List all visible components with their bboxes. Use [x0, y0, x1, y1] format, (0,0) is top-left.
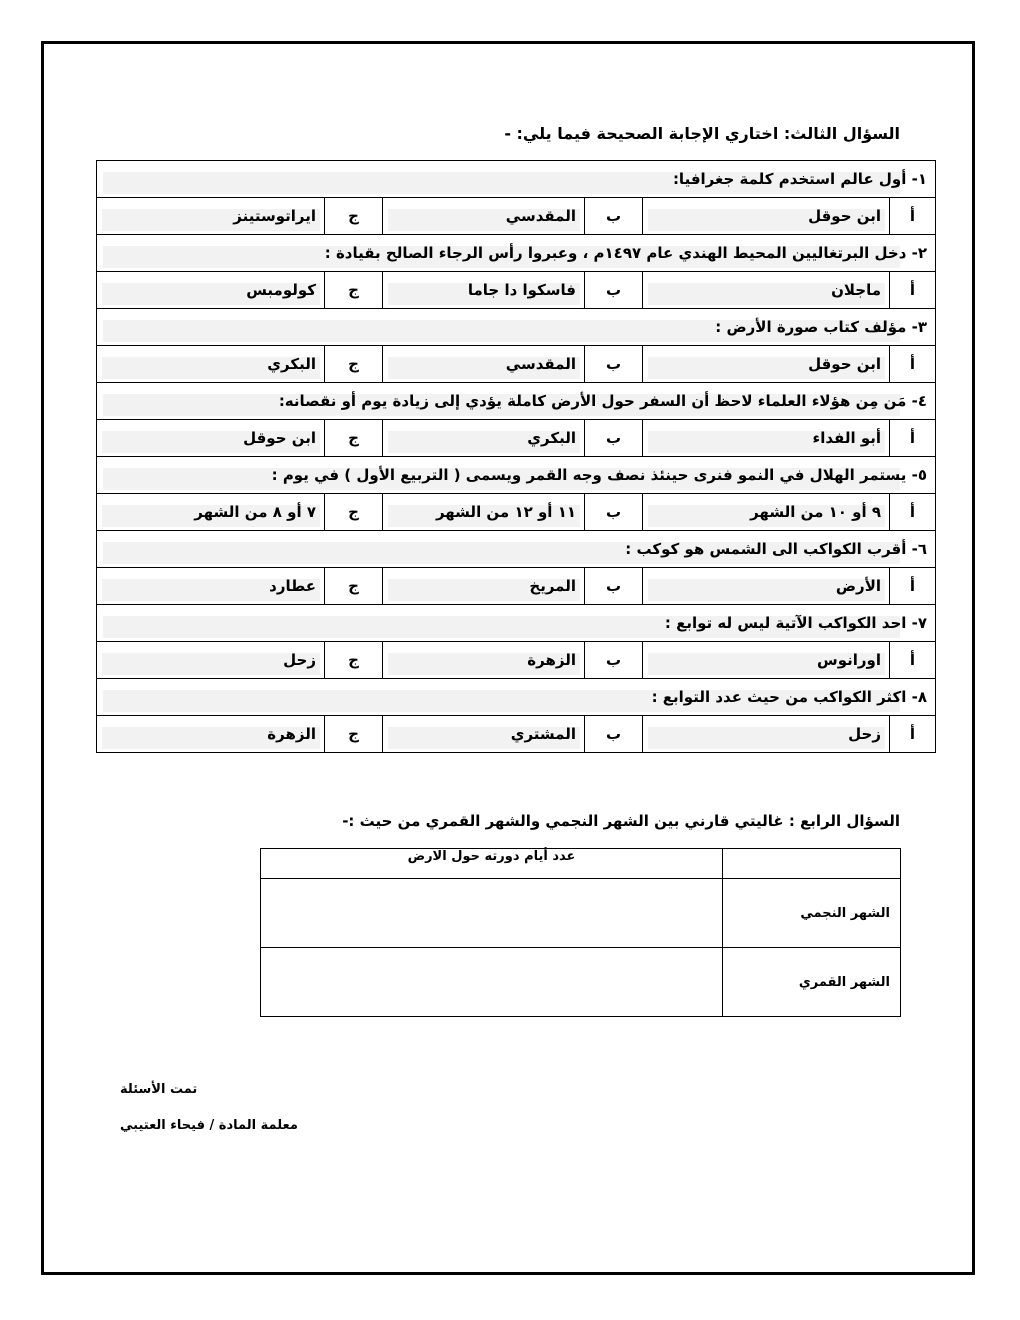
question-text-cell	[97, 605, 936, 642]
option-letter: أ	[890, 420, 936, 457]
option-letter: ج	[325, 494, 383, 531]
option-text: زحل	[283, 651, 316, 669]
option-choice[interactable]	[383, 272, 585, 309]
option-text: المشتري	[510, 725, 576, 743]
comparison-answer-cell-1[interactable]	[261, 879, 723, 948]
option-letter: ب	[585, 346, 643, 383]
option-text: ابن حوقل	[808, 207, 881, 225]
mcq-table	[96, 160, 936, 753]
question-text-cell	[97, 161, 936, 198]
option-choice[interactable]	[383, 346, 585, 383]
option-choice[interactable]	[643, 716, 890, 753]
option-letter: ج	[325, 642, 383, 679]
option-letter: ج	[325, 420, 383, 457]
option-letter: أ	[890, 272, 936, 309]
question-row	[97, 235, 936, 272]
option-text: الزهرة	[527, 651, 576, 669]
option-text: المريخ	[529, 577, 576, 595]
question-text-cell	[97, 531, 936, 568]
option-text: ابن حوقل	[243, 429, 316, 447]
options-row	[97, 568, 936, 605]
option-choice[interactable]	[383, 494, 585, 531]
question-text-cell	[97, 309, 936, 346]
comparison-answer-cell-2[interactable]	[261, 948, 723, 1017]
option-choice[interactable]	[643, 642, 890, 679]
option-letter: ب	[585, 642, 643, 679]
question-text-cell	[97, 235, 936, 272]
option-letter: أ	[890, 642, 936, 679]
option-letter: ب	[585, 568, 643, 605]
question-text-cell	[97, 383, 936, 420]
question-row	[97, 605, 936, 642]
option-text: الزهرة	[267, 725, 316, 743]
option-choice[interactable]	[97, 716, 325, 753]
option-text: ماجلان	[831, 281, 881, 299]
option-text: أبو الفداء	[812, 429, 881, 447]
option-text: فاسكوا دا جاما	[467, 281, 576, 299]
question-text: ٥- يستمر الهلال في النمو فنرى حينئذ نصف وجه القمر ويسمى ( التربيع الأول ) في يوم :	[271, 466, 927, 484]
option-letter: أ	[890, 346, 936, 383]
option-choice[interactable]	[97, 420, 325, 457]
option-letter: ج	[325, 272, 383, 309]
option-letter: ج	[325, 716, 383, 753]
option-letter: ب	[585, 494, 643, 531]
option-text: زحل	[848, 725, 881, 743]
option-letter: ب	[585, 272, 643, 309]
option-text: كولومبس	[246, 281, 316, 299]
option-text: ابن حوقل	[808, 355, 881, 373]
option-choice[interactable]	[643, 198, 890, 235]
option-choice[interactable]	[97, 272, 325, 309]
question-text: ٧- احد الكواكب الآتية ليس له توابع :	[664, 614, 927, 632]
option-choice[interactable]	[383, 420, 585, 457]
option-text: الأرض	[835, 577, 881, 595]
option-letter: أ	[890, 568, 936, 605]
options-row	[97, 346, 936, 383]
option-choice[interactable]	[97, 346, 325, 383]
question-text-cell	[97, 679, 936, 716]
option-letter: ب	[585, 420, 643, 457]
option-letter: أ	[890, 494, 936, 531]
option-choice[interactable]	[97, 642, 325, 679]
option-text: ٩ أو ١٠ من الشهر	[750, 503, 881, 521]
comparison-table	[260, 848, 901, 1017]
options-row	[97, 642, 936, 679]
question-row	[97, 531, 936, 568]
option-letter: أ	[890, 716, 936, 753]
option-text: البكري	[267, 355, 316, 373]
question-text: ٣- مؤلف كتاب صورة الأرض :	[715, 318, 927, 336]
option-choice[interactable]	[383, 716, 585, 753]
options-row	[97, 198, 936, 235]
option-choice[interactable]	[643, 568, 890, 605]
option-choice[interactable]	[643, 420, 890, 457]
option-text: اورانوس	[817, 651, 881, 669]
question-3-title: السؤال الثالث: اختاري الإجابة الصحيحة فيما يلي: -	[504, 124, 900, 143]
option-letter: ج	[325, 346, 383, 383]
comparison-row-label-2: الشهر القمري	[723, 948, 901, 1017]
question-text: ٦- أقرب الكواكب الى الشمس هو كوكب :	[625, 540, 927, 558]
options-row	[97, 494, 936, 531]
question-text: ٤- مَن مِن هؤلاء العلماء لاحظ أن السفر حول الأرض كاملة يؤدي إلى زيادة يوم أو نقصانه:	[278, 392, 927, 410]
question-text: ١- أول عالم استخدم كلمة جغرافيا:	[672, 170, 927, 188]
end-of-questions: تمت الأسئلة	[120, 1082, 198, 1097]
question-row	[97, 309, 936, 346]
option-text: المقدسي	[505, 355, 576, 373]
option-text: ١١ أو ١٢ من الشهر	[435, 503, 576, 521]
option-choice[interactable]	[643, 346, 890, 383]
question-text: ٢- دخل البرتغاليين المحيط الهندي عام ١٤٩٧م ، وعبروا رأس الرجاء الصالح بقيادة :	[324, 244, 927, 262]
option-letter: أ	[890, 198, 936, 235]
comparison-corner-cell	[723, 849, 901, 879]
question-row	[97, 161, 936, 198]
options-row	[97, 716, 936, 753]
comparison-header: عدد أيام دورته حول الارض	[261, 849, 723, 879]
option-letter: ج	[325, 568, 383, 605]
option-text: عطارد	[269, 577, 316, 595]
option-choice[interactable]	[643, 494, 890, 531]
teacher-name: معلمة المادة / فيحاء العتيبي	[120, 1118, 298, 1133]
option-letter: ب	[585, 198, 643, 235]
option-choice[interactable]	[383, 642, 585, 679]
option-text: المقدسي	[505, 207, 576, 225]
question-row	[97, 457, 936, 494]
question-text-cell	[97, 457, 936, 494]
option-text: ايراتوستينز	[233, 207, 316, 225]
option-choice[interactable]	[97, 494, 325, 531]
option-text: ٧ أو ٨ من الشهر	[194, 503, 316, 521]
options-row	[97, 420, 936, 457]
question-text: ٨- اكثر الكواكب من حيث عدد التوابع :	[651, 688, 927, 706]
option-letter: ج	[325, 198, 383, 235]
question-row	[97, 679, 936, 716]
option-letter: ب	[585, 716, 643, 753]
option-text: البكري	[527, 429, 576, 447]
option-choice[interactable]	[97, 568, 325, 605]
options-row	[97, 272, 936, 309]
option-choice[interactable]	[383, 198, 585, 235]
option-choice[interactable]	[383, 568, 585, 605]
question-4-title: السؤال الرابع : غاليتي قارني بين الشهر النجمي والشهر القمري من حيث :-	[342, 812, 900, 830]
comparison-row-label-1: الشهر النجمي	[723, 879, 901, 948]
question-row	[97, 383, 936, 420]
option-choice[interactable]	[643, 272, 890, 309]
option-choice[interactable]	[97, 198, 325, 235]
